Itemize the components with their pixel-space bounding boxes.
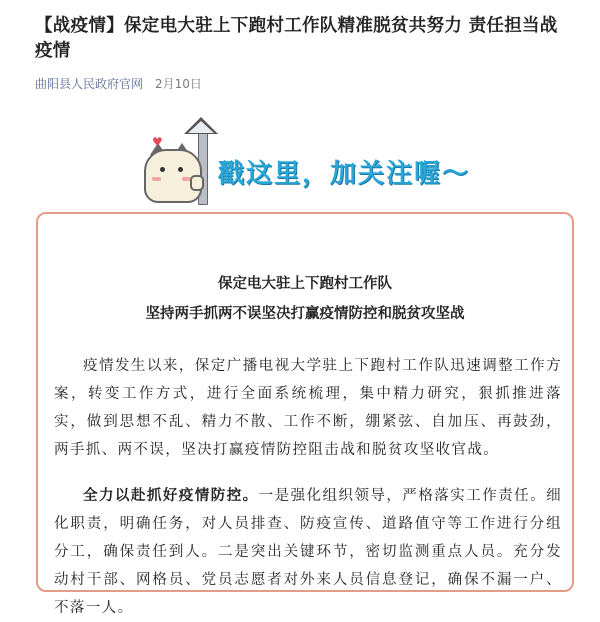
paragraph-body: 一是强化组织领导，严格落实工作责任。细化职责，明确任务，对人员排查、防疫宣传、道路值守等工作进行分组分工，确保责任到人。二是突出关键环节，密切监测重点人员。充分发动村干部、网格员、党员志愿者对外来人员信息登记，确保不漏一户、不落一人。 [54, 488, 562, 616]
paragraph-lead: 全力以赴抓好疫情防控。 [83, 487, 259, 504]
publish-date: 2月10日 [155, 77, 202, 91]
article-meta [35, 75, 202, 92]
content-heading-1: 保定电大驻上下跑村工作队 [218, 275, 392, 292]
content-heading-2: 坚持两手抓两不误坚决打赢疫情防控和脱贫攻坚战 [145, 305, 465, 322]
content-paragraph-1: 疫情发生以来，保定广播电视大学驻上下跑村工作队迅速调整工作方案，转变工作方式，进行全面系统梳理，集中精力研究，狠抓推进落实，做到思想不乱、精力不散、工作不断，绷紧弦、自加压、再鼓劲，两手抓、两不误，坚决打赢疫情防控阻击战和脱贫攻坚收官战。 [54, 358, 562, 458]
account-link[interactable]: 曲阳县人民政府官网 [35, 77, 144, 91]
follow-text[interactable]: 戳这里，加关注喔～ [218, 159, 471, 189]
content-paragraph-2 [54, 482, 562, 622]
heart-icon: ♥ [152, 135, 163, 149]
article-content-box [36, 212, 574, 616]
follow-banner[interactable] [140, 115, 500, 205]
article-title: 【战疫情】保定电大驻上下跑村工作队精准脱贫共努力 责任担当战疫情 [35, 16, 558, 61]
